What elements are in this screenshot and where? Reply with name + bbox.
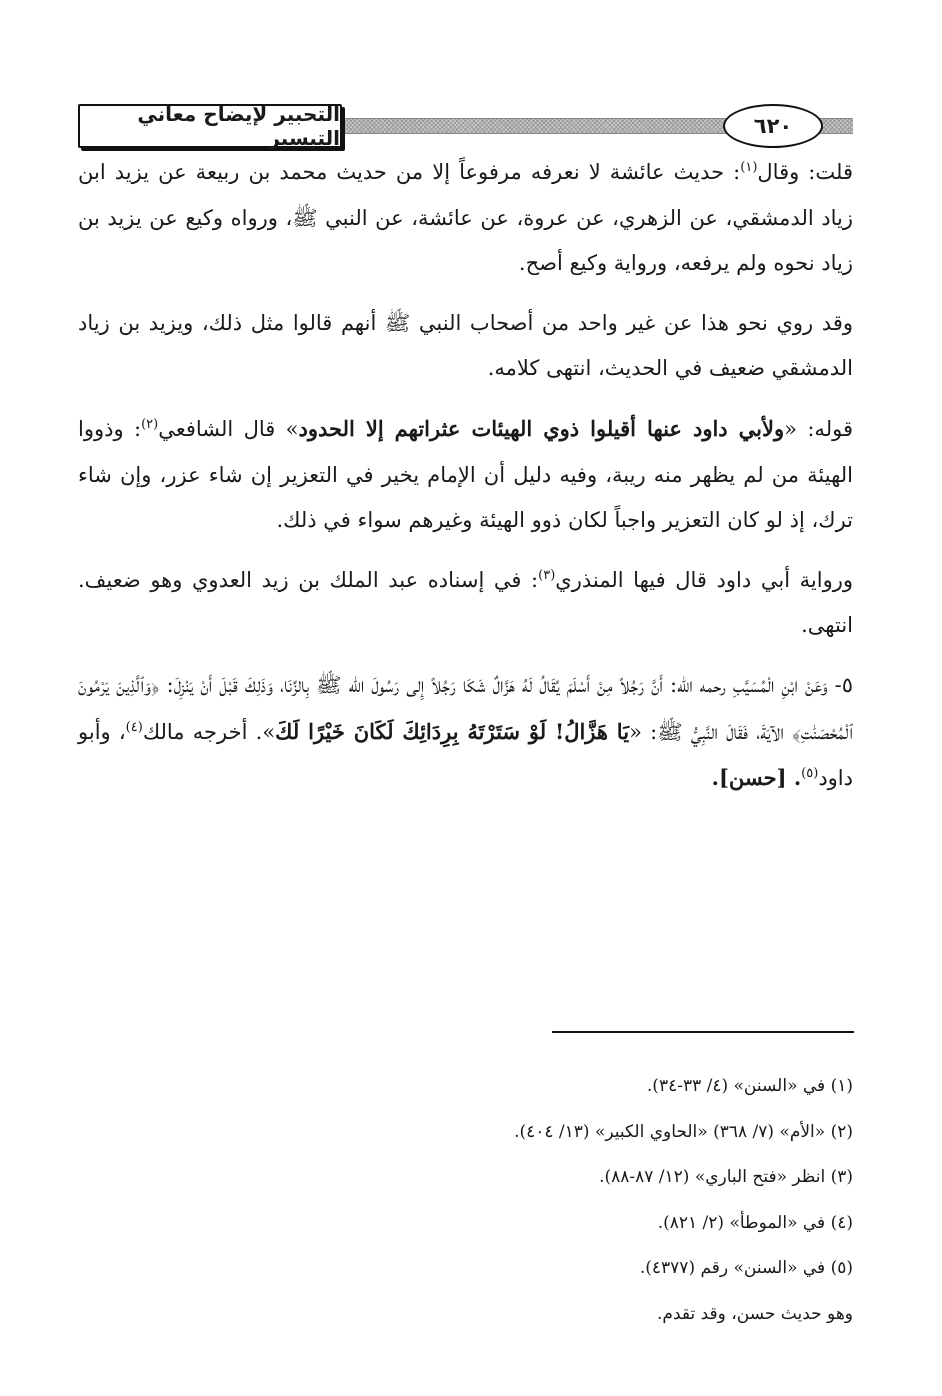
footnote-note: وهو حديث حسن، وقد تقدم. bbox=[657, 1303, 853, 1324]
paragraph-5 bbox=[78, 663, 853, 802]
paragraph-text: : وذووا الهيئة من لم يظهر منه ريبة، وفيه دليل أن الإمام يخير في التعزير إن شاء عزر، وإن شاء ترك، إذ لو كان التعزير واجباً لكان ذوو الهيئة وغيرهم سواء في ذلك. bbox=[78, 416, 853, 533]
footnote-ref: (٣) bbox=[538, 567, 556, 583]
footnote-ref: (١) bbox=[740, 160, 758, 175]
footnote-4: (٤) في «الموطأ» (٢/ ٨٢١). bbox=[657, 1212, 853, 1233]
paragraph-text: قلت: وقال bbox=[757, 160, 853, 184]
footnote-ref: (٤) bbox=[125, 719, 143, 735]
running-header bbox=[78, 98, 853, 148]
footnote-5: (٥) في «السنن» رقم (٤٣٧٧). bbox=[639, 1258, 853, 1278]
main-text bbox=[78, 150, 853, 816]
paragraph-3 bbox=[78, 406, 853, 544]
footnote-1: (١) في «السنن» (٤/ ٣٣-٣٤). bbox=[646, 1076, 853, 1096]
footnote-3: (٣) انظر «فتح الباري» (١٢/ ٨٧-٨٨). bbox=[599, 1167, 853, 1187]
grading-text: . [حسن]. bbox=[711, 765, 802, 791]
paragraph-text: » قال الشافعي bbox=[158, 416, 299, 441]
paragraph-text: قوله: « bbox=[784, 416, 853, 441]
paragraph-4 bbox=[78, 558, 853, 649]
paragraph-text: : في إسناده عبد الملك بن زيد العدوي وهو ضعيف. انتهى. bbox=[78, 567, 853, 638]
paragraph-text: ». أخرجه مالك bbox=[142, 719, 276, 744]
paragraph-text: : حديث عائشة لا نعرفه مرفوعاً إلا من حديث محمد بن ربيعة عن يزيد ابن زياد الدمشقي، عن الزهري، عن عروة، عن عائشة، عن النبي ﷺ، ورواه وكيع عن يزيد بن زياد نحوه ولم يرفعه، ورواية وكيع أصح. bbox=[78, 160, 853, 276]
quoted-hadith-text: ولأبي داود عنها أقيلوا ذوي الهيئات عثراتهم إلا الحدود bbox=[298, 415, 785, 441]
paragraph-text: ٥- وَعَنْ ابْنِ الْمُسَيَّبِ رحمه الله: أَنَّ رَجُلاً مِنْ أَسْلَمَ يُقَالُ لَهُ هَزَّالٌ شَكَا رَجُلاً إِلى رَسُولَ الله ﷺ بِالزِّنَا، وَذَلِكَ قَبْلَ أَنْ يَنْزِلَ: ﴿وَٱلَّذِينَ يَرْمُونَ ٱلْمُحْصَنَٰتِ﴾ الآيَةَ، فَقَالَ النَّبِيُّ ﷺ: « bbox=[78, 672, 854, 744]
footnote-ref: (٥) bbox=[801, 766, 819, 782]
paragraph-1 bbox=[78, 150, 853, 287]
page-number: ٦٢٠ bbox=[723, 104, 823, 148]
footnotes bbox=[78, 1064, 853, 1337]
footnote-2: (٢) «الأم» (٧/ ٣٦٨) «الحاوي الكبير» (١٣/ ٤٠٤). bbox=[514, 1121, 853, 1142]
paragraph-text: ورواية أبي داود قال فيها المنذري bbox=[555, 567, 853, 592]
paragraph-text: ، وأبو داود bbox=[78, 719, 853, 791]
book-title: التحبير لإيضاح معاني التيسير bbox=[78, 104, 342, 148]
quoted-hadith-text: يَا هَزَّالُ! لَوْ سَتَرْتَهُ بِرِدَائِكَ لَكَانَ خَيْرًا لَكَ bbox=[275, 718, 630, 744]
paragraph-2: وقد روي نحو هذا عن غير واحد من أصحاب النبي ﷺ أنهم قالوا مثل ذلك، ويزيد بن زياد الدمشقي ضعيف في الحديث، انتهى كلامه. bbox=[78, 310, 853, 381]
footnote-divider bbox=[552, 1031, 854, 1033]
footnote-ref: (٢) bbox=[141, 416, 159, 432]
